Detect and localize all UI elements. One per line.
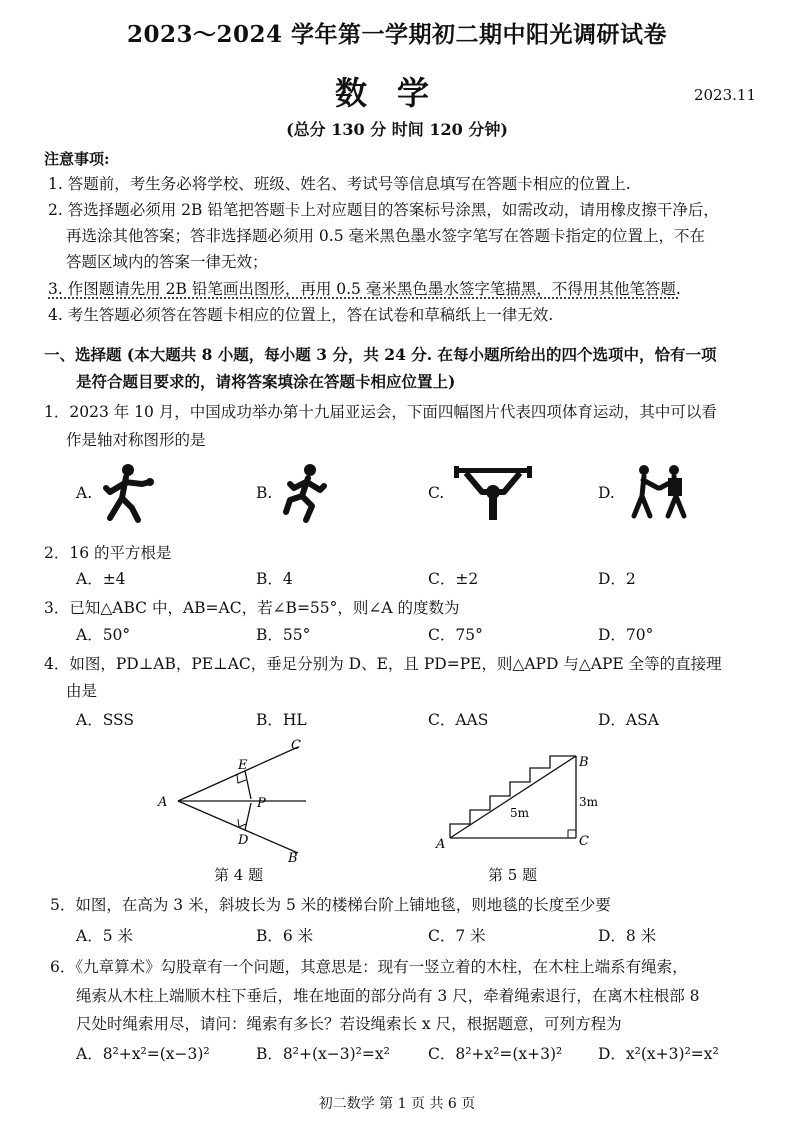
q2-option-d: D．2 <box>598 570 636 588</box>
figure-4-diagram <box>150 735 320 865</box>
q2-option-c: C．±2 <box>428 570 479 588</box>
figure-5-diagram <box>430 752 610 856</box>
question-4-stem: 4．如图，PD⊥AB，PE⊥AC，垂足分别为 D、E，且 PD=PE，则△APD 与△APE 全等的直接理 <box>44 655 722 673</box>
q1-option-d: D. <box>598 484 615 502</box>
question-5-stem: 5．如图，在高为 3 米，斜坡长为 5 米的楼梯台阶上铺地毯，则地毯的长度至少要 <box>50 896 611 914</box>
q6-option-d: D．x²(x+3)²=x² <box>598 1045 719 1063</box>
q6-option-b: B．8²+(x−3)²=x² <box>256 1045 390 1063</box>
weightlifting-figure-icon <box>452 466 534 522</box>
question-6-stem-cont: 尺处时绳索用尽，请问：绳索有多长？若设绳索长 x 尺，根据题意，可列方程为 <box>76 1015 622 1033</box>
q1-option-a: A. <box>76 484 93 502</box>
question-3-stem: 3．已知△ABC 中，AB=AC，若∠B=55°，则∠A 的度数为 <box>44 599 460 617</box>
q1-option-c: C. <box>428 484 445 502</box>
fig4-label-d: D <box>238 833 249 848</box>
page-footer: 初二数学 第 1 页 共 6 页 <box>318 1096 476 1112</box>
question-6-stem: 6．《九章算术》勾股章有一个问题，其意思是：现有一竖立着的木柱，在木柱上端系有绳索， <box>50 958 688 976</box>
q3-option-d: D．70° <box>598 626 654 644</box>
figure-5-caption: 第 5 题 <box>488 866 538 884</box>
fig5-label-a: A <box>436 837 446 852</box>
q2-option-b: B．4 <box>256 570 293 588</box>
fig4-label-a: A <box>158 795 168 810</box>
question-1-stem: 1．2023 年 10 月，中国成功举办第十九届亚运会，下面四幅图片代表四项体育运动，其中可以看 <box>44 403 717 421</box>
section-heading-cont: 是符合题目要求的，请将答案填涂在答题卡相应位置上) <box>76 372 456 391</box>
q5-option-a: A．5 米 <box>76 927 133 945</box>
q5-option-d: D．8 米 <box>598 927 657 945</box>
notice-item: 再选涂其他答案；答非选择题必须用 0.5 毫米黑色墨水签字笔写在答题卡指定的位置上，不在 <box>66 227 706 245</box>
notice-item: 3. 作图题请先用 2B 铅笔画出图形，再用 0.5 毫米黑色墨水签字笔描黑，不得用其他笔答题. <box>48 280 681 298</box>
q4-option-d: D．ASA <box>598 711 659 729</box>
running-figure-icon <box>280 462 328 524</box>
fig4-label-b: B <box>288 851 298 865</box>
notice-heading: 注意事项: <box>44 150 110 168</box>
fig5-label-slope: 5m <box>510 806 530 820</box>
section-heading: 一、选择题 (本大题共 8 小题，每小题 3 分，共 24 分. 在每小题所给出的四个选项中，恰有一项 <box>44 345 717 364</box>
q4-option-b: B．HL <box>256 711 307 729</box>
figure-4-caption: 第 4 题 <box>214 866 264 884</box>
fig4-label-p: P <box>257 796 266 811</box>
q3-option-a: A．50° <box>76 626 131 644</box>
exam-totals: (总分 130 分 时间 120 分钟) <box>286 120 508 139</box>
fig5-label-c: C <box>579 834 589 849</box>
question-6-stem-cont: 绳索从木柱上端顺木柱下垂后，堆在地面的部分尚有 3 尺，牵着绳索退行，在离木柱根部 8 <box>76 987 700 1005</box>
q2-option-a: A．±4 <box>76 570 126 588</box>
q6-option-c: C．8²+x²=(x+3)² <box>428 1045 563 1063</box>
question-1-stem-cont: 作是轴对称图形的是 <box>66 431 206 449</box>
fig4-label-e: E <box>238 758 248 773</box>
exam-date: 2023.11 <box>693 86 756 104</box>
question-4-stem-cont: 由是 <box>66 682 98 700</box>
q6-option-a: A．8²+x²=(x−3)² <box>76 1045 210 1063</box>
notice-item: 1. 答题前，考生务必将学校、班级、姓名、考试号等信息填写在答题卡相应的位置上. <box>48 175 631 193</box>
notice-item: 4. 考生答题必须答在答题卡相应的位置上，答在试卷和草稿纸上一律无效. <box>48 306 554 324</box>
fig5-label-b: B <box>579 755 589 770</box>
q5-option-c: C．7 米 <box>428 927 486 945</box>
fig4-label-c: C <box>291 738 301 753</box>
question-2-stem: 2．16 的平方根是 <box>44 544 172 562</box>
q4-option-c: C．AAS <box>428 711 489 729</box>
q3-option-b: B．55° <box>256 626 311 644</box>
wrestling-figures-icon <box>628 462 692 524</box>
q3-option-c: C．75° <box>428 626 483 644</box>
notice-item: 答题区域内的答案一律无效； <box>66 253 268 271</box>
boxing-figure-icon <box>98 462 154 524</box>
notice-item: 2. 答选择题必须用 2B 铅笔把答题卡上对应题目的答案标号涂黑，如需改动，请用橡皮擦干净后， <box>48 201 719 219</box>
fig5-label-height: 3m <box>579 795 599 809</box>
q1-option-b: B. <box>256 484 273 502</box>
q5-option-b: B．6 米 <box>256 927 314 945</box>
subject-title: 数学 <box>334 74 459 112</box>
q4-option-a: A．SSS <box>76 711 135 729</box>
exam-title: 2023～2024 学年第一学期初二期中阳光调研试卷 <box>126 21 668 48</box>
